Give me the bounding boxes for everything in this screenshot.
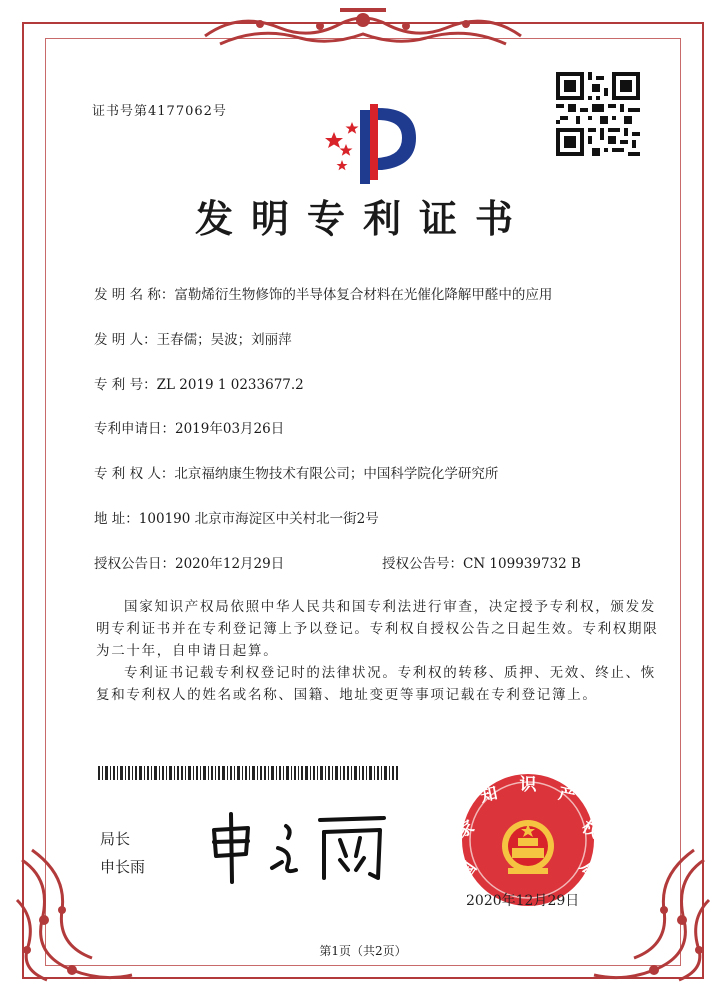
field-label: 授权公告日： (94, 556, 175, 572)
field-value: 2019年03月26日 (175, 421, 285, 437)
field-value: 2020年12月29日 (175, 556, 285, 572)
signatory-name: 申长雨 (100, 858, 146, 876)
field-label: 专利申请日： (94, 421, 175, 437)
field-label: 授权公告号： (382, 556, 463, 572)
page-title: 发明专利证书 (194, 196, 531, 241)
field-grant-announce-number (382, 555, 581, 573)
field-value: ZL 2019 1 0233677.2 (156, 377, 304, 393)
body-paragraph-1: 国家知识产权局依照中华人民共和国专利法进行审查，决定授予专利权，颁发发明专利证书并在专利登记簿上予以登记。专利权自授权公告之日起生效。专利权期限为二十年，自申请日起算。 (96, 599, 659, 659)
field-value: 北京福纳康生物技术有限公司；中国科学院化学研究所 (174, 466, 499, 482)
svg-text:知: 知 (478, 783, 500, 807)
svg-text:识: 识 (519, 775, 537, 795)
svg-text:局: 局 (575, 858, 602, 884)
field-value: CN 109939732 B (463, 556, 581, 572)
field-value: 富勒烯衍生物修饰的半导体复合材料在光催化降解甲醛中的应用 (174, 287, 553, 303)
handwritten-signature (200, 808, 390, 888)
field-filing-date (94, 420, 284, 438)
field-label: 发 明 名 称： (94, 287, 175, 303)
signatory-title: 局长 (100, 830, 131, 848)
seal-date: 2020年12月29日 (466, 893, 580, 909)
official-seal-icon (442, 762, 614, 910)
body-paragraph-2: 专利证书记载专利权登记时的法律状况。专利权的转移、质押、无效、终止、恢复和专利权人的姓名或名称、国籍、地址变更等事项记载在专利登记簿上。 (96, 665, 656, 703)
field-grant-announce-date (94, 555, 284, 573)
cnipa-logo-icon (312, 100, 422, 186)
barcode-icon (98, 766, 398, 780)
svg-text:产: 产 (556, 783, 578, 807)
svg-text:国: 国 (454, 858, 481, 884)
field-patent-number (94, 376, 304, 394)
field-value: 王春儒；吴波；刘丽萍 (156, 332, 292, 348)
svg-text:家: 家 (453, 816, 478, 843)
page-number: 第1页（共2页） (319, 944, 407, 958)
field-invention-name (94, 286, 552, 304)
field-label: 发 明 人： (94, 332, 157, 348)
field-address (94, 510, 379, 528)
field-inventors (94, 331, 292, 349)
qr-code-icon (556, 72, 640, 156)
field-label: 专 利 号： (94, 377, 157, 393)
field-label: 地 址： (94, 511, 139, 527)
field-value: 100190 北京市海淀区中关村北一街2号 (138, 511, 379, 527)
top-ornament (200, 6, 526, 52)
certificate-number: 证书号第4177062号 (92, 104, 227, 119)
field-patentee (94, 465, 498, 483)
field-label: 专 利 权 人： (94, 466, 175, 482)
svg-text:权: 权 (578, 816, 603, 843)
